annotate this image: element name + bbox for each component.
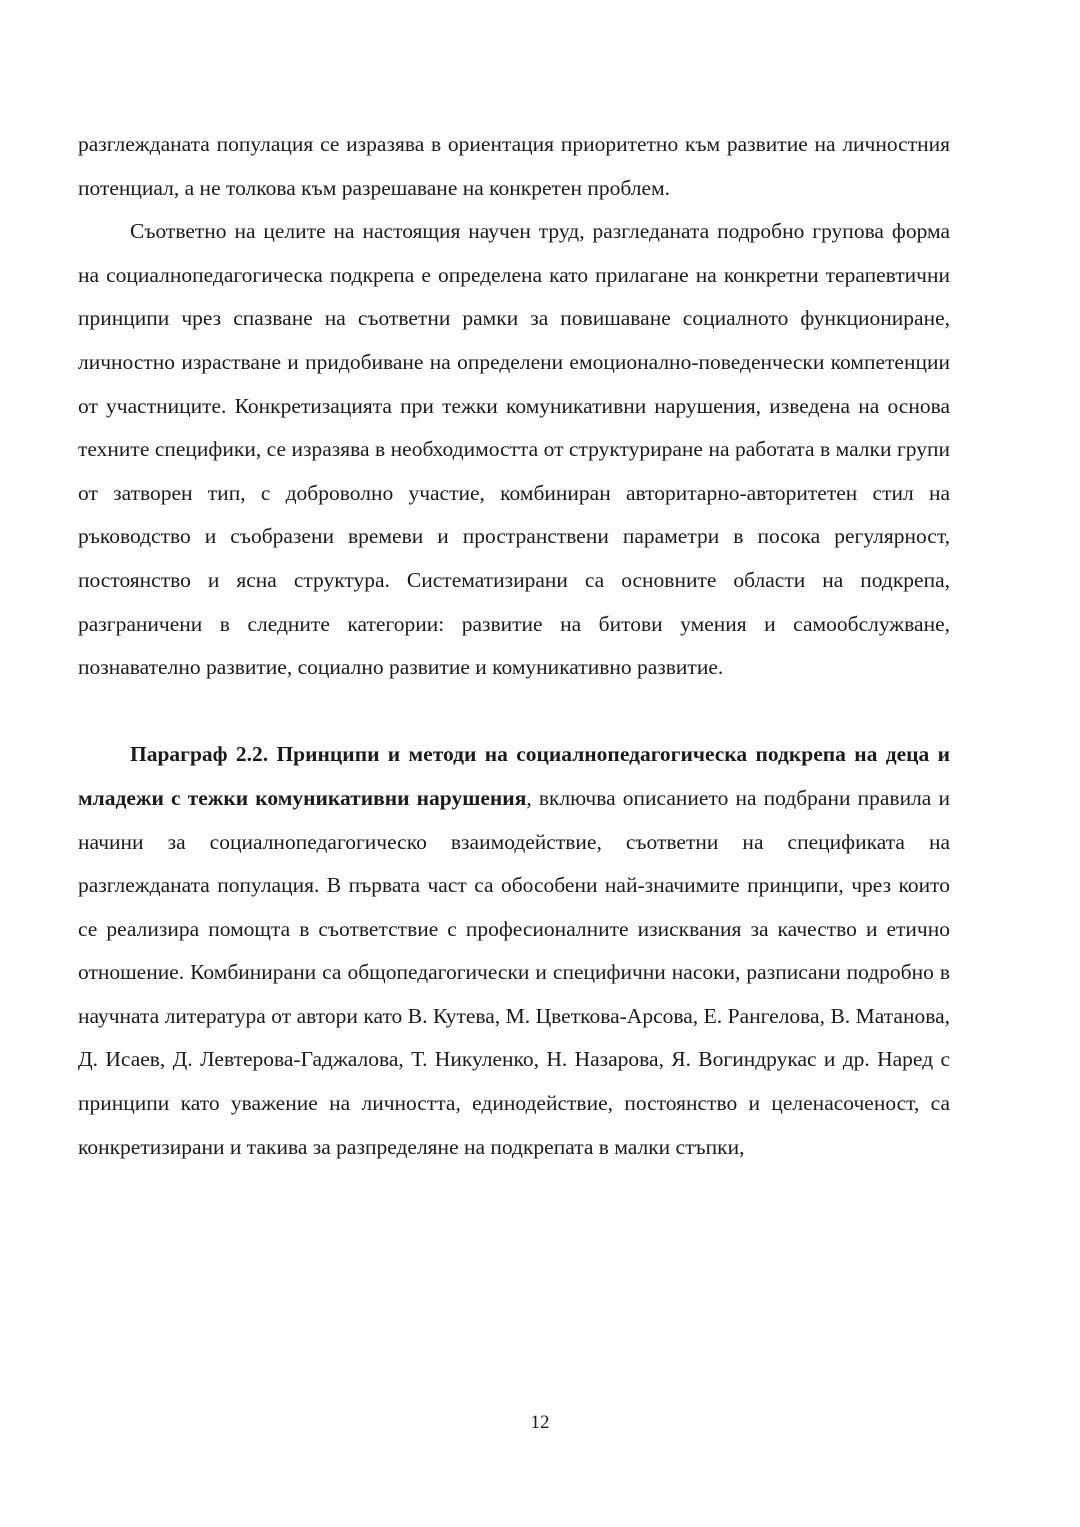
paragraph-continued: разглежданата популация се изразява в ориентация приоритетно към развитие на личностния потенциал, а не толкова към разрешаване на конкретен проблем.	[78, 132, 950, 200]
section-paragraph	[78, 733, 950, 1169]
body-text	[78, 123, 950, 1169]
paragraph-support-definition: Съответно на целите на настоящия научен труд, разгледаната подробно групова форма на социалнопедагогическа подкрепа е определена като прилагане на конкретни терапевтични принципи чрез спазване на съответни рамки за повишаване социалното функциониране, личностно израстване и придобиване на определени емоционално-поведенчески компетенции от участниците. Конкретизацията при тежки комуникативни нарушения, изведена на основа техните специфики, се изразява в необходимостта от структуриране на работата в малки групи от затворен тип, с доброволно участие, комбиниран авторитарно-авторитетен стил на ръководство и съобразени времеви и пространствени параметри в посока регулярност, постоянство и ясна структура. Систематизирани са основните области на подкрепа, разграничени в следните категории: развитие на битови умения и самообслужване, познавателно развитие, социално развитие и комуникативно развитие.	[78, 219, 950, 680]
section-paragraph-text: , включва описанието на подбрани правила и начини за социалнопедагогическо взаимодействие, съответни на спецификата на разглежданата популация. В първата част са обособени най-значимите принципи, чрез които се реализира помощта в съответствие с професионалните изисквания за качество и етично отношение. Комбинирани са общопедагогически и специфични насоки, разписани подробно в научната литература от автори като В. Кутева, М. Цветкова-Арсова, Е. Рангелова, В. Матанова, Д. Исаев, Д. Левтерова-Гаджалова, Т. Никуленко, Н. Назарова, Я. Вогиндрукас и др. Наред с принципи като уважение на личността, единодействие, постоянство и целенасоченост, са конкретизирани и такива за разпределяне на подкрепата в малки стъпки,	[78, 785, 951, 1159]
page-number: 12	[530, 1412, 550, 1433]
section-heading: Параграф 2.2. Принципи и методи на социалнопедагогическа подкрепа на деца и младежи с тежки комуникативни нарушения	[78, 742, 950, 810]
